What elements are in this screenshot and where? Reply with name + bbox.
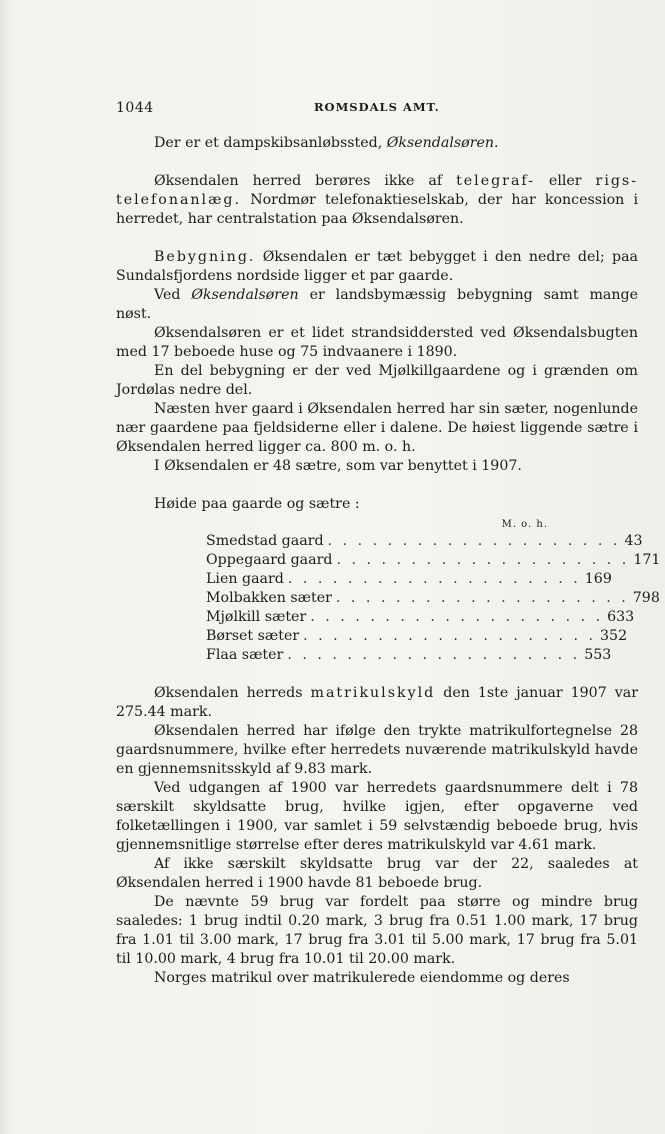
p4-place: Øksendalsøren bbox=[191, 287, 299, 303]
p2-a: Øksendalen herred berøres ikke af bbox=[154, 173, 443, 189]
altitude-place: Smedstad gaard bbox=[206, 533, 324, 549]
altitude-row bbox=[206, 627, 628, 646]
altitude-value: 633 bbox=[607, 609, 635, 625]
p9-c: den 1ste januar 1907 var 275.44 mark. bbox=[116, 685, 638, 720]
p2-d: rigs-telefonanlæg. bbox=[116, 173, 639, 208]
altitude-row bbox=[206, 608, 635, 627]
p1-place: Øksendalsøren. bbox=[386, 135, 499, 151]
p9-b: matrikulskyld bbox=[310, 685, 436, 701]
altitude-value: 798 bbox=[632, 590, 660, 606]
p2-b: telegraf- bbox=[456, 173, 535, 189]
p1-text: Der er et dampskibsanløbssted, bbox=[154, 135, 383, 151]
paragraph-saeter: Næsten hver gaard i Øksendalen herred har sin sæter, nogenlunde nær gaardene paa fjeldsiderne eller i dalene. De høiest liggende sætre i Øksendalen herred ligger ca. 800 m. o. h. bbox=[116, 401, 638, 455]
paragraph-brug-1900: Ved udgangen af 1900 var herredets gaardsnummere delt i 78 særskilt skyldsatte brug, hvilke igjen, efter opgaverne ved folketællingen i 1900, var samlet i 59 selvstændig beboede brug, hvis gjennemsnitlige størrelse efter deres matrikulskyld var 4.61 mark. bbox=[116, 780, 638, 853]
altitude-place: Mjølkill sæter bbox=[206, 609, 307, 625]
altitude-place: Oppegaard gaard bbox=[206, 552, 333, 568]
altitude-row bbox=[206, 532, 643, 551]
paragraph-gaardsnummere: Øksendalen herred har ifølge den trykte matrikulfortegnelse 28 gaardsnummere, hvilke efter herredets nuværende matrikulskyld havde en gjennemsnitsskyld af 9.83 mark. bbox=[116, 723, 638, 777]
p4-c: er landsbymæssig bebygning samt mange nøst. bbox=[116, 287, 638, 322]
altitude-place: Børset sæter bbox=[206, 628, 300, 644]
altitude-place: Lien gaard bbox=[206, 571, 284, 587]
altitude-unit: M. o. h. bbox=[501, 519, 548, 530]
paragraph-mjolkill: En del bebygning er der ved Mjølkillgaardene og i grænden om Jordølas nedre del. bbox=[116, 363, 638, 398]
dot-leader: . . . . . . . . . . . . . . . . . . . . bbox=[327, 533, 621, 549]
paragraph-matrikul: Norges matrikul over matrikulerede eiendomme og deres bbox=[154, 970, 570, 986]
paragraph-saeter-count: I Øksendalen er 48 sætre, som var benyttet i 1907. bbox=[154, 458, 522, 474]
paragraph-strandsidder: Øksendalsøren er et lidet strandsiddersted ved Øksendalsbugten med 17 beboede huse og 75 indvaanere i 1890. bbox=[116, 325, 638, 360]
altitude-value: 43 bbox=[624, 533, 643, 549]
altitude-row bbox=[206, 551, 661, 570]
altitude-table bbox=[206, 518, 661, 665]
paragraph-matrikulskyld bbox=[116, 684, 638, 722]
altitude-row bbox=[206, 589, 660, 608]
dot-leader: . . . . . . . . . . . . . . . . . . . . bbox=[310, 609, 604, 625]
dot-leader: . . . . . . . . . . . . . . . . . . . . bbox=[287, 647, 581, 663]
p3-heading: Bebygning. bbox=[154, 249, 256, 265]
altitude-value: 352 bbox=[600, 628, 628, 644]
table-heading: Høide paa gaarde og sætre : bbox=[154, 496, 360, 512]
altitude-row bbox=[206, 646, 612, 665]
altitude-place: Flaa sæter bbox=[206, 647, 284, 663]
paragraph-fordelt: De nævnte 59 brug var fordelt paa større og mindre brug saaledes: 1 brug indtil 0.20 mark, 3 brug fra 0.51 1.00 mark, 17 brug fra 1.01 til 3.00 mark, 17 brug fra 3.01 til 5.00 mark, 17 brug fra 5.01 til 10.00 mark, 4 brug fra 10.01 til 20.00 mark. bbox=[116, 894, 638, 967]
paragraph-steamship bbox=[116, 134, 638, 153]
paragraph-telegraph bbox=[116, 172, 638, 229]
altitude-place: Molbakken sæter bbox=[206, 590, 332, 606]
page-header bbox=[116, 100, 636, 120]
dot-leader: . . . . . . . . . . . . . . . . . . . . bbox=[287, 571, 581, 587]
altitude-value: 171 bbox=[633, 552, 661, 568]
p2-e: Nordmør telefonaktieselskab, der har koncession i herredet, har centralstation paa Øksendalsøren. bbox=[116, 192, 638, 227]
altitude-value: 169 bbox=[584, 571, 612, 587]
paragraph-landsby bbox=[116, 286, 638, 324]
p9-a: Øksendalen herreds bbox=[154, 685, 303, 701]
altitude-value: 553 bbox=[584, 647, 612, 663]
paragraph-ikke-skyldsatte: Af ikke særskilt skyldsatte brug var der 22, saaledes at Øksendalen herred i 1900 havde 81 beboede brug. bbox=[116, 856, 638, 891]
p3-text: Øksendalen er tæt bebygget i den nedre del; paa Sundalsfjordens nordside ligger et par gaarde. bbox=[116, 249, 638, 284]
dot-leader: . . . . . . . . . . . . . . . . . . . . bbox=[335, 590, 629, 606]
paragraph-bebygning bbox=[116, 248, 638, 286]
altitude-row bbox=[206, 570, 612, 589]
running-title: ROMSDALS AMT. bbox=[314, 100, 440, 114]
dot-leader: . . . . . . . . . . . . . . . . . . . . bbox=[336, 552, 630, 568]
page-body bbox=[116, 134, 661, 988]
p2-c: eller bbox=[548, 173, 582, 189]
dot-leader: . . . . . . . . . . . . . . . . . . . . bbox=[303, 628, 597, 644]
page-number: 1044 bbox=[116, 100, 154, 116]
p4-a: Ved bbox=[154, 287, 181, 303]
